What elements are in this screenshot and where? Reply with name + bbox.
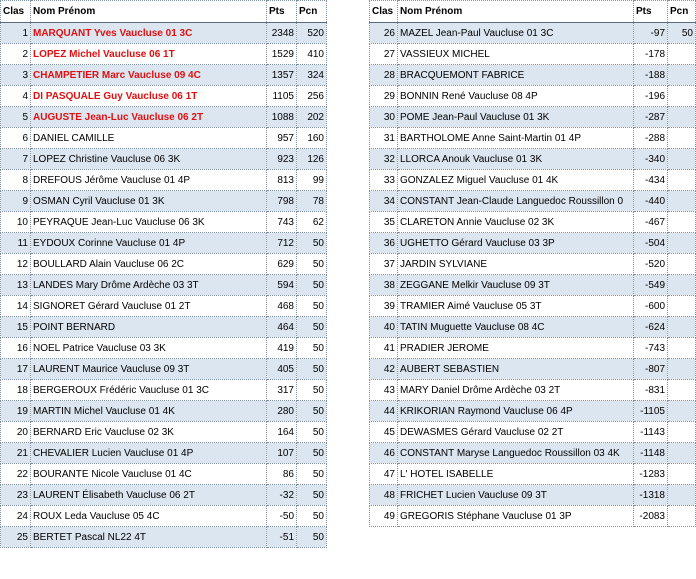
table-row: [370, 170, 696, 191]
table-row: [1, 527, 327, 548]
points-cell: 798: [267, 191, 297, 212]
pcn-cell: [668, 275, 696, 296]
rank-cell: 2: [1, 44, 31, 65]
points-cell: -440: [634, 191, 668, 212]
points-cell: -624: [634, 317, 668, 338]
name-cell: L' HOTEL ISABELLE: [398, 464, 634, 485]
rank-cell: 39: [370, 296, 398, 317]
name-cell: SIGNORET Gérard Vaucluse 01 2T: [31, 296, 267, 317]
points-cell: -340: [634, 149, 668, 170]
header-row: [1, 1, 327, 23]
name-cell: FRICHET Lucien Vaucluse 09 3T: [398, 485, 634, 506]
table-row: [1, 86, 327, 107]
pcn-cell: 50: [297, 359, 327, 380]
name-cell: JARDIN SYLVIANE: [398, 254, 634, 275]
rank-cell: 23: [1, 485, 31, 506]
points-cell: -97: [634, 23, 668, 44]
name-cell: CONSTANT Jean-Claude Languedoc Roussillon 0: [398, 191, 634, 212]
rank-cell: 13: [1, 275, 31, 296]
rank-cell: 44: [370, 401, 398, 422]
name-cell: OSMAN Cyril Vaucluse 01 3K: [31, 191, 267, 212]
pcn-cell: 50: [297, 443, 327, 464]
table-row: [1, 506, 327, 527]
rank-cell: 11: [1, 233, 31, 254]
rank-cell: 5: [1, 107, 31, 128]
name-cell: GREGORIS Stéphane Vaucluse 01 3P: [398, 506, 634, 527]
table-row: [1, 65, 327, 86]
name-cell: LAURENT Élisabeth Vaucluse 06 2T: [31, 485, 267, 506]
rank-cell: 30: [370, 107, 398, 128]
name-cell: BERTET Pascal NL22 4T: [31, 527, 267, 548]
rank-cell: 48: [370, 485, 398, 506]
name-cell: LLORCA Anouk Vaucluse 01 3K: [398, 149, 634, 170]
points-cell: 923: [267, 149, 297, 170]
table-row: [370, 233, 696, 254]
points-cell: -600: [634, 296, 668, 317]
points-cell: -549: [634, 275, 668, 296]
name-cell: MARQUANT Yves Vaucluse 01 3C: [31, 23, 267, 44]
name-cell: BARTHOLOME Anne Saint-Martin 01 4P: [398, 128, 634, 149]
points-cell: 468: [267, 296, 297, 317]
rank-cell: 3: [1, 65, 31, 86]
rank-cell: 6: [1, 128, 31, 149]
table-row: [1, 359, 327, 380]
name-cell: BERNARD Eric Vaucluse 02 3K: [31, 422, 267, 443]
rank-cell: 28: [370, 65, 398, 86]
ranking-table-left: [0, 0, 327, 548]
rank-cell: 45: [370, 422, 398, 443]
name-cell: TRAMIER Aimé Vaucluse 05 3T: [398, 296, 634, 317]
points-cell: 629: [267, 254, 297, 275]
rank-cell: 7: [1, 149, 31, 170]
table-row: [1, 380, 327, 401]
rank-cell: 19: [1, 401, 31, 422]
pcn-cell: [668, 128, 696, 149]
rank-cell: 34: [370, 191, 398, 212]
pcn-cell: 78: [297, 191, 327, 212]
table-row: [370, 128, 696, 149]
rank-cell: 16: [1, 338, 31, 359]
pcn-cell: [668, 65, 696, 86]
pcn-cell: [668, 86, 696, 107]
header-row: [370, 1, 696, 23]
table-row: [1, 401, 327, 422]
pcn-cell: 324: [297, 65, 327, 86]
points-cell: -288: [634, 128, 668, 149]
rank-cell: 18: [1, 380, 31, 401]
name-cell: KRIKORIAN Raymond Vaucluse 06 4P: [398, 401, 634, 422]
rank-cell: 36: [370, 233, 398, 254]
name-cell: EYDOUX Corinne Vaucluse 01 4P: [31, 233, 267, 254]
pcn-cell: 50: [297, 254, 327, 275]
points-cell: -1143: [634, 422, 668, 443]
name-cell: DEWASMES Gérard Vaucluse 02 2T: [398, 422, 634, 443]
name-cell: GONZALEZ Miguel Vaucluse 01 4K: [398, 170, 634, 191]
name-cell: AUBERT SEBASTIEN: [398, 359, 634, 380]
rank-cell: 17: [1, 359, 31, 380]
rank-cell: 33: [370, 170, 398, 191]
rank-cell: 42: [370, 359, 398, 380]
rank-cell: 40: [370, 317, 398, 338]
name-cell: LOPEZ Michel Vaucluse 06 1T: [31, 44, 267, 65]
name-cell: BERGEROUX Frédéric Vaucluse 01 3C: [31, 380, 267, 401]
table-row: [370, 296, 696, 317]
table-row: [1, 443, 327, 464]
points-cell: -434: [634, 170, 668, 191]
rank-cell: 35: [370, 212, 398, 233]
rank-cell: 37: [370, 254, 398, 275]
table-row: [370, 149, 696, 170]
table-row: [1, 485, 327, 506]
table-row: [370, 65, 696, 86]
col-header-clas: Clas: [1, 1, 31, 23]
name-cell: ZEGGANE Melkir Vaucluse 09 3T: [398, 275, 634, 296]
name-cell: PEYRAQUE Jean-Luc Vaucluse 06 3K: [31, 212, 267, 233]
name-cell: DANIEL CAMILLE: [31, 128, 267, 149]
points-cell: 594: [267, 275, 297, 296]
pcn-cell: [668, 44, 696, 65]
table-row: [1, 212, 327, 233]
table-row: [1, 338, 327, 359]
pcn-cell: [668, 191, 696, 212]
rank-cell: 38: [370, 275, 398, 296]
name-cell: MAZEL Jean-Paul Vaucluse 01 3C: [398, 23, 634, 44]
pcn-cell: [668, 296, 696, 317]
pcn-cell: [668, 443, 696, 464]
pcn-cell: [668, 170, 696, 191]
points-cell: -504: [634, 233, 668, 254]
pcn-cell: 99: [297, 170, 327, 191]
pcn-cell: [668, 338, 696, 359]
name-cell: CHEVALIER Lucien Vaucluse 01 4P: [31, 443, 267, 464]
table-row: [370, 506, 696, 527]
points-cell: 1088: [267, 107, 297, 128]
rank-cell: 4: [1, 86, 31, 107]
rank-cell: 47: [370, 464, 398, 485]
table-row: [370, 254, 696, 275]
table-row: [370, 464, 696, 485]
points-cell: -32: [267, 485, 297, 506]
col-header-pts: Pts: [267, 1, 297, 23]
table-row: [370, 107, 696, 128]
name-cell: UGHETTO Gérard Vaucluse 03 3P: [398, 233, 634, 254]
col-header-pts: Pts: [634, 1, 668, 23]
rank-cell: 46: [370, 443, 398, 464]
table-row: [370, 23, 696, 44]
name-cell: LOPEZ Christine Vaucluse 06 3K: [31, 149, 267, 170]
pcn-cell: 50: [297, 296, 327, 317]
rank-cell: 1: [1, 23, 31, 44]
points-cell: -743: [634, 338, 668, 359]
pcn-cell: [668, 485, 696, 506]
table-row: [1, 233, 327, 254]
pcn-cell: [668, 380, 696, 401]
name-cell: POME Jean-Paul Vaucluse 01 3K: [398, 107, 634, 128]
table-row: [370, 443, 696, 464]
points-cell: -1105: [634, 401, 668, 422]
col-header-clas: Clas: [370, 1, 398, 23]
table-row: [1, 23, 327, 44]
points-cell: -1283: [634, 464, 668, 485]
pcn-cell: [668, 212, 696, 233]
table-row: [370, 44, 696, 65]
rank-cell: 21: [1, 443, 31, 464]
rank-cell: 43: [370, 380, 398, 401]
table-row: [1, 149, 327, 170]
table-row: [370, 485, 696, 506]
table-row: [1, 44, 327, 65]
table-row: [370, 275, 696, 296]
points-cell: -1148: [634, 443, 668, 464]
points-cell: 280: [267, 401, 297, 422]
name-cell: POINT BERNARD: [31, 317, 267, 338]
pcn-cell: [668, 359, 696, 380]
pcn-cell: 50: [297, 422, 327, 443]
rank-cell: 32: [370, 149, 398, 170]
rank-cell: 31: [370, 128, 398, 149]
rank-cell: 12: [1, 254, 31, 275]
name-cell: AUGUSTE Jean-Luc Vaucluse 06 2T: [31, 107, 267, 128]
rank-cell: 14: [1, 296, 31, 317]
col-header-name: Nom Prénom: [31, 1, 267, 23]
table-row: [370, 317, 696, 338]
pcn-cell: [668, 401, 696, 422]
name-cell: BOULLARD Alain Vaucluse 06 2C: [31, 254, 267, 275]
name-cell: VASSIEUX MICHEL: [398, 44, 634, 65]
pcn-cell: [668, 254, 696, 275]
points-cell: -50: [267, 506, 297, 527]
name-cell: TATIN Muguette Vaucluse 08 4C: [398, 317, 634, 338]
points-cell: 957: [267, 128, 297, 149]
name-cell: MARY Daniel Drôme Ardèche 03 2T: [398, 380, 634, 401]
pcn-cell: 50: [297, 380, 327, 401]
name-cell: CONSTANT Maryse Languedoc Roussillon 03 4K: [398, 443, 634, 464]
pcn-cell: 50: [297, 485, 327, 506]
name-cell: MARTIN Michel Vaucluse 01 4K: [31, 401, 267, 422]
pcn-cell: [668, 233, 696, 254]
pcn-cell: 50: [297, 506, 327, 527]
name-cell: BONNIN René Vaucluse 08 4P: [398, 86, 634, 107]
pcn-cell: 50: [297, 233, 327, 254]
points-cell: 743: [267, 212, 297, 233]
name-cell: LANDES Mary Drôme Ardèche 03 3T: [31, 275, 267, 296]
pcn-cell: 50: [297, 317, 327, 338]
points-cell: 86: [267, 464, 297, 485]
rank-cell: 8: [1, 170, 31, 191]
points-cell: -1318: [634, 485, 668, 506]
name-cell: ROUX Leda Vaucluse 05 4C: [31, 506, 267, 527]
pcn-cell: [668, 317, 696, 338]
pcn-cell: [668, 506, 696, 527]
points-cell: 464: [267, 317, 297, 338]
points-cell: -831: [634, 380, 668, 401]
col-header-name: Nom Prénom: [398, 1, 634, 23]
rank-cell: 20: [1, 422, 31, 443]
table-row: [1, 191, 327, 212]
table-row: [1, 464, 327, 485]
name-cell: PRADIER JEROME: [398, 338, 634, 359]
name-cell: CHAMPETIER Marc Vaucluse 09 4C: [31, 65, 267, 86]
points-cell: 1357: [267, 65, 297, 86]
pcn-cell: 50: [297, 527, 327, 548]
points-cell: 107: [267, 443, 297, 464]
points-cell: 405: [267, 359, 297, 380]
points-cell: -807: [634, 359, 668, 380]
points-cell: 164: [267, 422, 297, 443]
points-cell: -2083: [634, 506, 668, 527]
pcn-cell: 50: [297, 338, 327, 359]
name-cell: BRACQUEMONT FABRICE: [398, 65, 634, 86]
rank-cell: 41: [370, 338, 398, 359]
rank-cell: 27: [370, 44, 398, 65]
pcn-cell: 62: [297, 212, 327, 233]
table-row: [1, 296, 327, 317]
pcn-cell: [668, 107, 696, 128]
pcn-cell: [668, 149, 696, 170]
table-row: [1, 422, 327, 443]
points-cell: -51: [267, 527, 297, 548]
table-row: [370, 380, 696, 401]
name-cell: DREFOUS Jérôme Vaucluse 01 4P: [31, 170, 267, 191]
points-cell: 712: [267, 233, 297, 254]
pcn-cell: [668, 422, 696, 443]
rank-cell: 26: [370, 23, 398, 44]
table-row: [1, 107, 327, 128]
name-cell: BOURANTE Nicole Vaucluse 01 4C: [31, 464, 267, 485]
pcn-cell: 256: [297, 86, 327, 107]
rank-cell: 15: [1, 317, 31, 338]
rank-cell: 24: [1, 506, 31, 527]
rank-cell: 22: [1, 464, 31, 485]
table-row: [1, 317, 327, 338]
col-header-pcn: Pcn: [297, 1, 327, 23]
pcn-cell: 520: [297, 23, 327, 44]
table-row: [1, 254, 327, 275]
rank-cell: 49: [370, 506, 398, 527]
points-cell: 1105: [267, 86, 297, 107]
pcn-cell: 410: [297, 44, 327, 65]
table-row: [1, 170, 327, 191]
table-row: [370, 338, 696, 359]
points-cell: 2348: [267, 23, 297, 44]
pcn-cell: [668, 464, 696, 485]
col-header-pcn: Pcn: [668, 1, 696, 23]
rank-cell: 9: [1, 191, 31, 212]
name-cell: NOEL Patrice Vaucluse 03 3K: [31, 338, 267, 359]
points-cell: 317: [267, 380, 297, 401]
pcn-cell: 50: [668, 23, 696, 44]
table-row: [370, 212, 696, 233]
table-row: [370, 86, 696, 107]
table-row: [370, 422, 696, 443]
name-cell: DI PASQUALE Guy Vaucluse 06 1T: [31, 86, 267, 107]
pcn-cell: 50: [297, 401, 327, 422]
table-row: [370, 359, 696, 380]
points-cell: 1529: [267, 44, 297, 65]
pcn-cell: 126: [297, 149, 327, 170]
points-cell: -188: [634, 65, 668, 86]
pcn-cell: 160: [297, 128, 327, 149]
points-cell: 813: [267, 170, 297, 191]
table-row: [370, 191, 696, 212]
rank-cell: 25: [1, 527, 31, 548]
points-cell: -287: [634, 107, 668, 128]
table-row: [1, 128, 327, 149]
points-cell: -196: [634, 86, 668, 107]
pcn-cell: 202: [297, 107, 327, 128]
name-cell: LAURENT Maurice Vaucluse 09 3T: [31, 359, 267, 380]
points-cell: -467: [634, 212, 668, 233]
pcn-cell: 50: [297, 275, 327, 296]
pcn-cell: 50: [297, 464, 327, 485]
table-row: [370, 401, 696, 422]
points-cell: -520: [634, 254, 668, 275]
points-cell: 419: [267, 338, 297, 359]
rank-cell: 29: [370, 86, 398, 107]
points-cell: -178: [634, 44, 668, 65]
ranking-table-right: [369, 0, 696, 527]
table-row: [1, 275, 327, 296]
name-cell: CLARETON Annie Vaucluse 02 3K: [398, 212, 634, 233]
rank-cell: 10: [1, 212, 31, 233]
